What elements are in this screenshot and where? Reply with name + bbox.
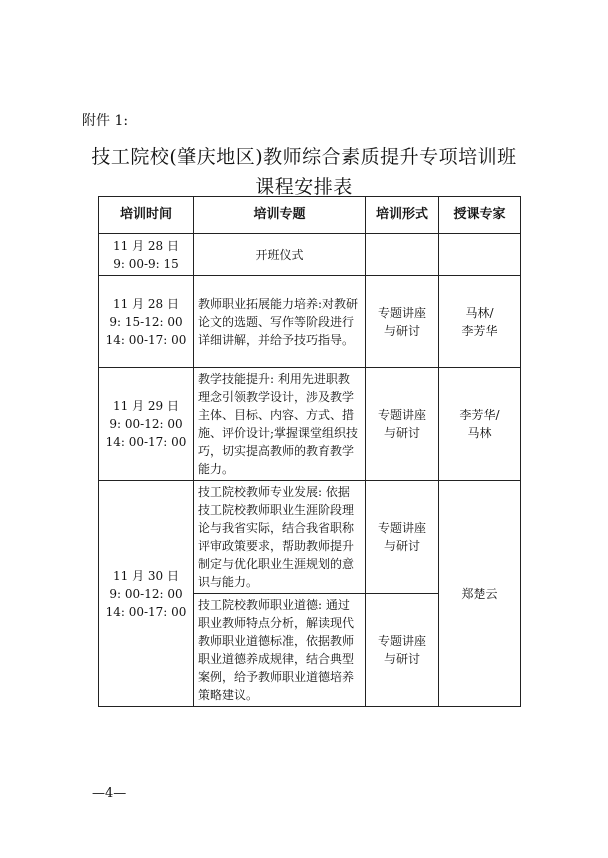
row-form: 专题讲座 与研讨 xyxy=(366,594,439,707)
row-time: 11 月 28 日 9: 15-12: 00 14: 00-17: 00 xyxy=(99,276,194,368)
header-time: 培训时间 xyxy=(99,197,194,234)
table-row xyxy=(99,234,521,276)
row-topic: 教学技能提升: 利用先进职教理念引领教学设计，涉及教学主体、目标、内容、方式、措施、评价设计;掌握课堂组织技巧，切实提高教师的教育教学能力。 xyxy=(194,368,366,481)
document-subtitle: 课程安排表 xyxy=(255,176,353,198)
table-row xyxy=(99,368,521,481)
row-form: 专题讲座 与研讨 xyxy=(366,481,439,594)
page-number: —4— xyxy=(92,786,127,801)
row-form: 专题讲座 与研讨 xyxy=(366,368,439,481)
row-expert: 李芳华/ 马林 xyxy=(439,368,521,481)
row-form xyxy=(366,234,439,276)
row-topic: 教师职业拓展能力培养:对教研论文的选题、写作等阶段进行详细讲解，并给予技巧指导。 xyxy=(194,276,366,368)
row-expert: 马林/ 李芳华 xyxy=(439,276,521,368)
table-row xyxy=(99,481,521,594)
header-form: 培训形式 xyxy=(366,197,439,234)
row-topic: 开班仪式 xyxy=(194,234,366,276)
header-topic: 培训专题 xyxy=(194,197,366,234)
row-time: 11 月 29 日 9: 00-12: 00 14: 00-17: 00 xyxy=(99,368,194,481)
row-form: 专题讲座 与研讨 xyxy=(366,276,439,368)
row-time: 11 月 28 日 9: 00-9: 15 xyxy=(99,234,194,276)
row-time: 11 月 30 日 9: 00-12: 00 14: 00-17: 00 xyxy=(99,481,194,707)
row-expert xyxy=(439,234,521,276)
attachment-label: 附件 1: xyxy=(82,113,129,129)
row-topic: 技工院校教师专业发展: 依据技工院校教师职业生涯阶段理论与我省实际，结合我省职称评审政策要求，帮助教师提升制定与优化职业生涯规划的意识与能力。 xyxy=(194,481,366,594)
table-header-row xyxy=(99,197,521,234)
row-topic: 技工院校教师职业道德: 通过职业教师特点分析，解读现代教师职业道德标准，依据教师职业道德养成规律，结合典型案例，给予教师职业道德培养策略建议。 xyxy=(194,594,366,707)
table-row xyxy=(99,276,521,368)
schedule-table xyxy=(98,196,521,707)
document-title: 技工院校(肇庆地区)教师综合素质提升专项培训班 xyxy=(91,146,517,168)
row-expert: 郑楚云 xyxy=(439,481,521,707)
header-expert: 授课专家 xyxy=(439,197,521,234)
